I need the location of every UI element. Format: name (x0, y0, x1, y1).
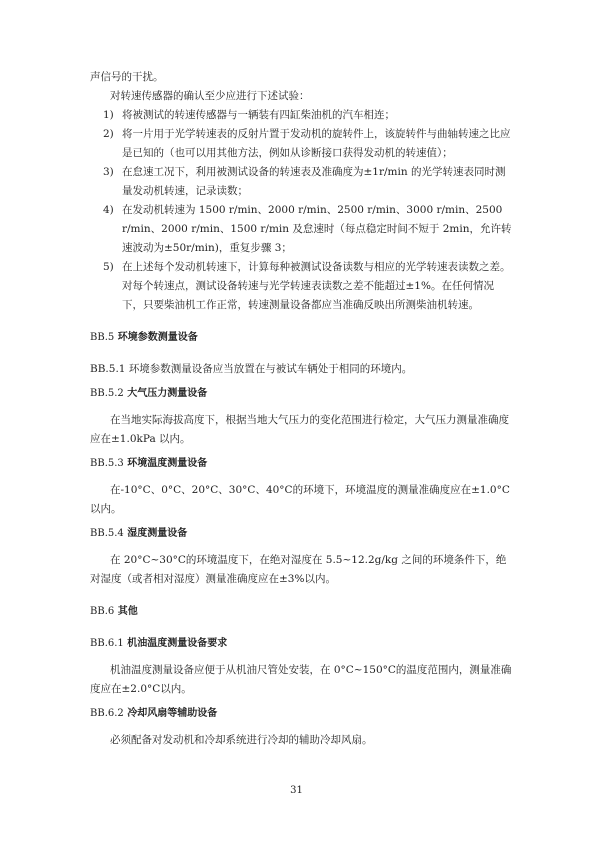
list-item: 5) 在上述每个发动机转速下，计算每种被测试设备读数与相应的光学转速表读数之差。对每个转速点，测试设备转速与光学转速表读数之差不能超过±1%。在任何情况下，只要柴油机工作正常，转速测量设备都应当准确反映出所测柴油机转速。 (103, 261, 511, 311)
paragraph-bb54: 在 20°C~30°C的环境温度下，在绝对湿度在 5.5~12.2g/kg 之间的环境条件下，绝对湿度（或者相对湿度）测量准确度应在±3%以内。 (90, 554, 507, 585)
section-heading-bb5: BB.5 环境参数测量设备 (90, 332, 198, 343)
section-heading-bb52: BB.5.2 大气压力测量设备 (90, 388, 208, 399)
list-item: 4) 在发动机转速为 1500 r/min、2000 r/min、2500 r/min、3000 r/min、2500 r/min、2000 r/min、1500 r/min 及怠速时（每点稳定时间不短于 2min，允许转速波动为±50r/min)，重复步骤 3； (103, 204, 512, 254)
list-item: 1) 将被测试的转速传感器与一辆装有四缸柴油机的汽车相连； (103, 109, 395, 121)
document-page (90, 68, 514, 750)
section-bb51: BB.5.1 环境参数测量设备应当放置在与被试车辆处于相同的环境内。 (90, 363, 413, 375)
paragraph-continuation: 声信号的干扰。 (90, 71, 164, 83)
paragraph-speed-sensor-intro: 对转速传感器的确认至少应进行下述试验： (110, 90, 310, 102)
paragraph-bb62: 必须配备对发动机和冷却系统进行冷却的辅助冷却风扇。 (110, 734, 373, 746)
list-item: 2) 将一片用于光学转速表的反射片置于发动机的旋转件上，该旋转件与曲轴转速之比应是已知的（也可以用其他方法，例如从诊断接口获得发动机的转速值）； (103, 128, 511, 159)
paragraph-bb61: 机油温度测量设备应便于从机油尺管处安装，在 0°C~150°C的温度范围内，测量准确度应在±2.0°C以内。 (90, 664, 512, 695)
section-heading-bb53: BB.5.3 环境温度测量设备 (90, 458, 208, 469)
paragraph-bb53: 在-10°C、0°C、20°C、30°C、40°C的环境下，环境温度的测量准确度应在±1.0°C以内。 (90, 484, 510, 515)
section-heading-bb54: BB.5.4 湿度测量设备 (90, 528, 188, 539)
list-item: 3) 在怠速工况下，利用被测试设备的转速表及准确度为±1r/min 的光学转速表同时测量发动机转速，记录读数； (103, 166, 506, 197)
page-number: 31 (290, 785, 303, 796)
section-heading-bb62: BB.6.2 冷却风扇等辅助设备 (90, 708, 218, 719)
section-heading-bb61: BB.6.1 机油温度测量设备要求 (90, 638, 228, 649)
section-heading-bb6: BB.6 其他 (90, 606, 138, 617)
test-steps-list (90, 106, 514, 315)
paragraph-bb52: 在当地实际海拔高度下，根据当地大气压力的变化范围进行检定，大气压力测量准确度应在±1.0kPa 以内。 (90, 414, 509, 445)
